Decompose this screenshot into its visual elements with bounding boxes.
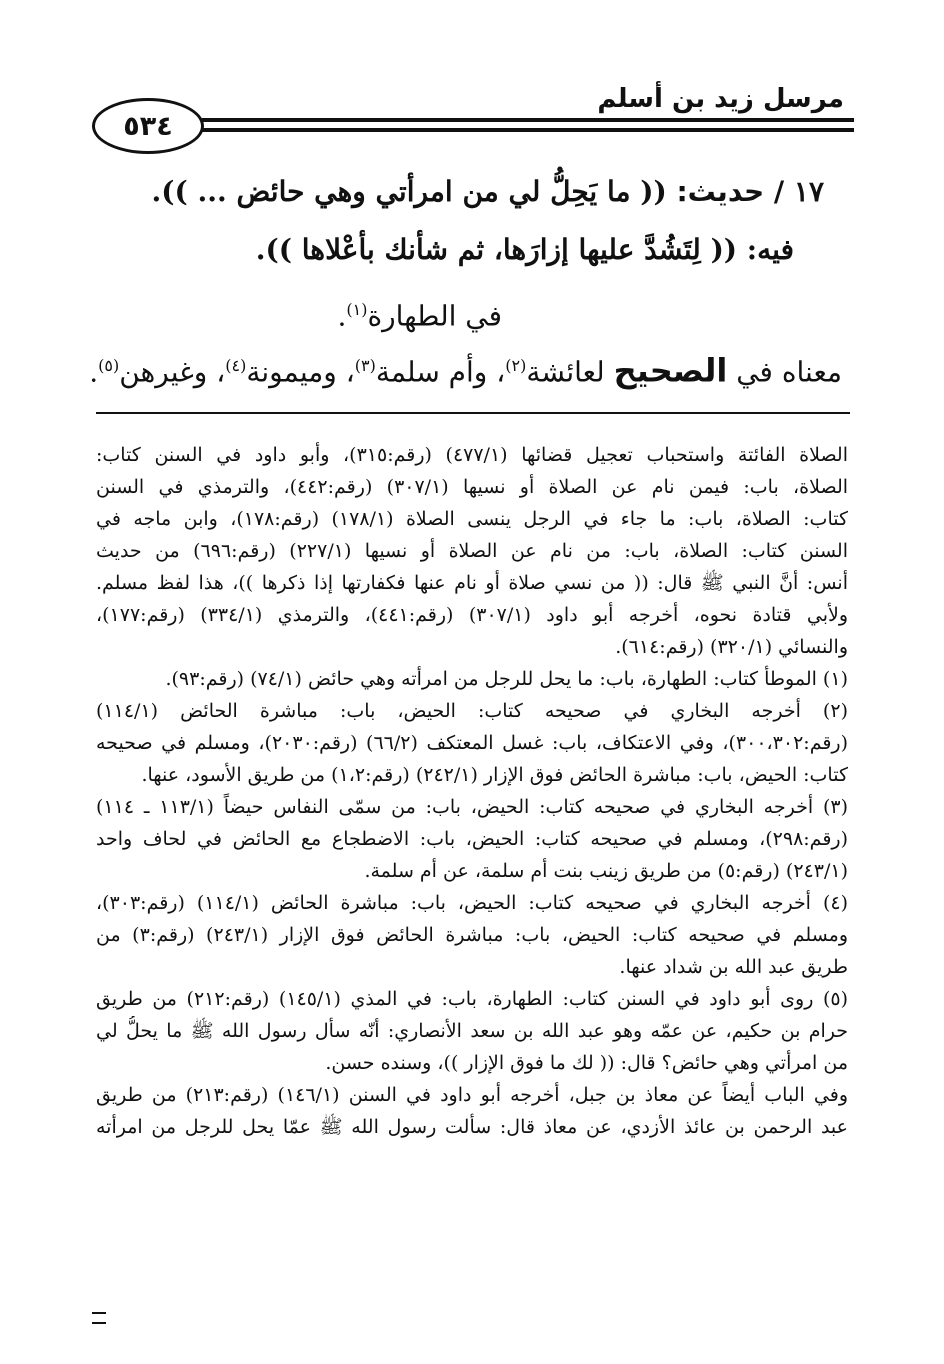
- footnote-line: كتاب: الصلاة، باب: ما جاء في الرجل ينسى الصلاة (١٧٨/١) (رقم:١٧٨)، وابن ماجه في: [96, 508, 848, 530]
- footnote-line: عبد الرحمن بن عائذ الأزدي، عن معاذ قال: سألت رسول الله ﷺ عمّا يحل للرجل من امرأته: [96, 1116, 848, 1138]
- footnote-ref-2[interactable]: (٢): [505, 356, 527, 375]
- page-number-oval: [92, 98, 204, 154]
- location-end: .: [337, 299, 347, 333]
- meaning-part3: ، وأم سلمة: [375, 355, 506, 389]
- running-title: مرسل زيد بن أسلم: [597, 84, 844, 114]
- footnote-line: كتاب: الحيض، باب: مباشرة الحائض فوق الإزار (٢٤٢/١) (رقم:١،٢) من طريق الأسود، عنها.: [141, 764, 848, 786]
- footnote-ref-1[interactable]: (١): [346, 300, 368, 319]
- footnote-2: (٢) أخرجه البخاري في صحيحه كتاب: الحيض، باب: مباشرة الحائض (١١٤/١): [96, 700, 848, 722]
- hadith-keyword: حديث:: [676, 175, 765, 208]
- header-rule-top: [202, 118, 854, 122]
- meaning-part2: لعائشة: [526, 355, 614, 389]
- hadith-number: ١٧ /: [764, 175, 824, 208]
- page-number: ٥٣٤: [123, 110, 173, 142]
- footnote-line: الصلاة الفائتة واستحباب تعجيل قضائها (٤٧٧/١) (رقم:٣١٥)، وأبو داود في السنن كتاب:: [96, 444, 848, 466]
- footnote-line: ومسلم في صحيحه كتاب: الحيض، باب: مباشرة الحائض فوق الإزار (٢٤٣/١) (رقم:٣) من: [96, 924, 848, 946]
- meaning-line: [89, 346, 842, 392]
- header-rule-bottom: [202, 128, 854, 132]
- footnote-3: (٣) أخرجه البخاري في صحيحه كتاب: الحيض، باب: من سمّى النفاس حيضاً (١١٣/١ ـ ١١٤): [96, 796, 848, 818]
- footnote-line: طريق عبد الله بن شداد عنها.: [619, 956, 848, 978]
- meaning-part4: ، وميمونة: [246, 355, 355, 389]
- meaning-part5: ، وغيرهن: [119, 355, 226, 389]
- hadith-line: [152, 172, 824, 212]
- footnote-line: أنس: أنَّ النبي ﷺ قال: (( من نسي صلاة أو نام عنها فكفارتها إذا ذكرها ))، هذا لفظ مسلم.: [96, 572, 848, 594]
- sahih-keyword: الصحيح: [613, 351, 728, 390]
- footnote-line: (رقم:٣٠٠،٣٠٢)، وفي الاعتكاف، باب: غسل المعتكف (٦٦/٢) (رقم:٢٠٣٠)، ومسلم في صحيحه: [96, 732, 848, 754]
- footnote-separator: [96, 412, 850, 414]
- hadith-text: (( ما يَحِلُّ لي من امرأتي وهي حائض ... )).: [151, 175, 677, 208]
- footnote-line: حرام بن حكيم، عن عمّه وهو عبد الله بن سعد الأنصاري: أنّه سأل رسول الله ﷺ ما يحلُّ لي: [96, 1020, 848, 1042]
- footnote-line: السنن كتاب: الصلاة، باب: من نام عن الصلاة أو نسيها (٢٢٧/١) (رقم:٦٩٦) من حديث: [96, 540, 848, 562]
- footnote-line: ولأبي قتادة نحوه، أخرجه أبو داود (٣٠٧/١) (رقم:٤٤١)، والترمذي (٣٣٤/١) (رقم:١٧٧)،: [96, 604, 848, 626]
- footnote-line: (٢٤٣/١) (رقم:٥) من طريق زينب بنت أم سلمة، عن أم سلمة.: [364, 860, 848, 882]
- footnote-ref-4[interactable]: (٤): [225, 356, 247, 375]
- location-line: [337, 290, 502, 336]
- location-text: في الطهارة: [367, 299, 502, 333]
- meaning-part1: معناه في: [727, 355, 842, 389]
- footnote-ref-3[interactable]: (٣): [354, 356, 376, 375]
- footnote-line: (رقم:٢٩٨)، ومسلم في صحيحه كتاب: الحيض، باب: الاضطجاع مع الحائض في لحاف واحد: [96, 828, 848, 850]
- continuation-mark: [92, 1312, 106, 1324]
- footnote-line: وفي الباب أيضاً عن معاذ بن جبل، أخرجه أبو داود في السنن (١٤٦/١) (رقم:٢١٣) من طريق: [96, 1084, 848, 1106]
- fihi-line: فيه: (( لِتَشُدَّ عليها إزارَها، ثم شأنك بأعْلاها )).: [255, 233, 794, 266]
- footnote-ref-5[interactable]: (٥): [98, 356, 120, 375]
- footnote-1: (١) الموطأ كتاب: الطهارة، باب: ما يحل للرجل من امرأته وهي حائض (٧٤/١) (رقم:٩٣).: [165, 668, 848, 690]
- footnote-line: والنسائي (٣٢٠/١) (رقم:٦١٤).: [615, 636, 848, 658]
- footnote-line: من امرأتي وهي حائض؟ قال: (( لك ما فوق الإزار ))، وسنده حسن.: [325, 1052, 848, 1074]
- footnote-4: (٤) أخرجه البخاري في صحيحه كتاب: الحيض، باب: مباشرة الحائض (١١٤/١) (رقم:٣٠٣)،: [96, 892, 848, 914]
- footnote-5: (٥) روى أبو داود في السنن كتاب: الطهارة، باب: في المذي (١٤٥/١) (رقم:٢١٢) من طريق: [96, 988, 848, 1010]
- meaning-end: .: [89, 355, 99, 389]
- footnote-line: الصلاة، باب: فيمن نام عن الصلاة أو نسيها (٣٠٧/١) (رقم:٤٤٢)، والترمذي في السنن: [96, 476, 848, 498]
